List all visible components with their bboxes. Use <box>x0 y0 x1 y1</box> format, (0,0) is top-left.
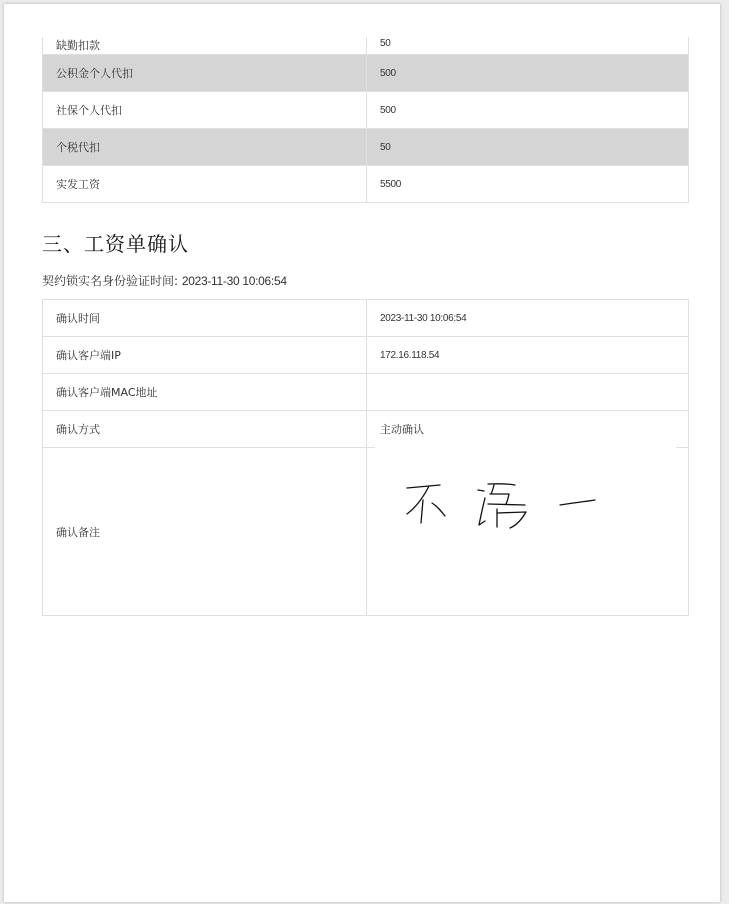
row-label: 社保个人代扣 <box>43 92 367 129</box>
signature-cell <box>367 448 689 616</box>
table-row <box>43 300 689 337</box>
handwritten-signature <box>405 482 605 542</box>
row-label: 个税代扣 <box>43 129 367 166</box>
table-row <box>43 411 689 448</box>
row-label: 确认方式 <box>43 411 367 448</box>
row-value: 50 <box>367 129 689 166</box>
verification-time: 2023-11-30 10:06:54 <box>181 274 287 288</box>
row-label: 确认时间 <box>43 300 367 337</box>
row-label: 缺勤扣款 <box>43 37 367 55</box>
row-label: 确认客户端IP <box>43 337 367 374</box>
row-label: 确认备注 <box>43 448 367 616</box>
table-row <box>43 55 689 92</box>
row-label: 实发工资 <box>43 166 367 203</box>
row-value <box>367 374 689 411</box>
table-row <box>43 92 689 129</box>
row-value: 主动确认 <box>367 411 689 448</box>
table-row <box>43 448 689 616</box>
table-row <box>43 374 689 411</box>
row-label: 公积金个人代扣 <box>43 55 367 92</box>
verification-label: 契约锁实名身份验证时间: <box>42 274 182 288</box>
row-value: 500 <box>367 55 689 92</box>
section-title: 三、工资单确认 <box>42 232 189 256</box>
table-row <box>43 337 689 374</box>
salary-deduction-table <box>42 37 689 203</box>
payslip-confirmation-table <box>42 299 689 616</box>
table-row <box>43 166 689 203</box>
row-label: 确认客户端MAC地址 <box>43 374 367 411</box>
row-value: 5500 <box>367 166 689 203</box>
row-value: 172.16.118.54 <box>367 337 689 374</box>
signature-edge <box>375 447 676 449</box>
document-page <box>4 4 720 902</box>
row-value: 500 <box>367 92 689 129</box>
row-value: 2023-11-30 10:06:54 <box>367 300 689 337</box>
row-value: 50 <box>367 37 689 55</box>
table-row <box>43 129 689 166</box>
identity-verification-line <box>42 272 287 289</box>
table-row <box>43 37 689 55</box>
